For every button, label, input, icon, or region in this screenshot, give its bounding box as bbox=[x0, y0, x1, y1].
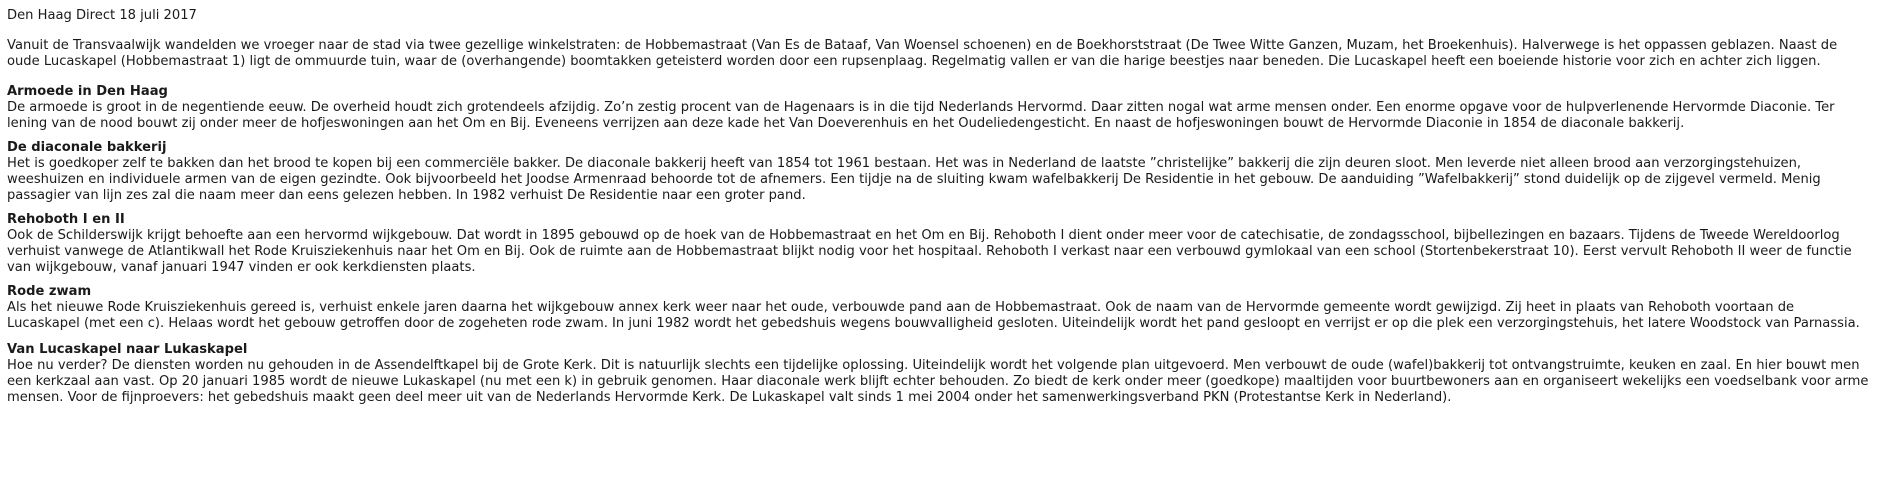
section-rode-zwam bbox=[7, 284, 1869, 332]
section-text: De armoede is groot in de negentiende eeuw. De overheid houdt zich grotendeels afzijdig. Zo’n zestig procent van de Hagenaars is in die tijd Nederlands Hervormd. Daar zitten nogal wat arme mensen onder. Een enorme opgave voor de hulpverlenende Hervormde Diaconie. Ter lening van de nood bouwt zij onder meer de hofjeswoningen aan het Om en Bij. Eveneens verrijzen aan deze kade het Van Doeverenhuis en het Oudeliedengesticht. En naast de hofjeswoningen bouwt de Hervormde Diaconie in 1854 de diaconale bakkerij. bbox=[7, 100, 1835, 131]
section-rehoboth bbox=[7, 212, 1869, 276]
section-heading: Rode zwam bbox=[7, 284, 92, 299]
section-heading: Rehoboth I en II bbox=[7, 212, 125, 227]
intro-text: Vanuit de Transvaalwijk wandelden we vroeger naar de stad via twee gezellige winkelstraten: de Hobbemastraat (Van Es de Bataaf, Van Woensel schoenen) en de Boekhorststraat (De Twee Witte Ganzen, Muzam, het Broekenhuis). Halverwege is het oppassen geblazen. Naast de oude Lucaskapel (Hobbemastraat 1) ligt de ommuurde tuin, waar de (overhangende) boomtakken geteisterd worden door een rupsenplaag. Regelmatig vallen er van die harige beestjes naar beneden. Die Lucaskapel heeft een boeiende historie voor zich en achter zich liggen. bbox=[7, 38, 1838, 69]
section-text: Het is goedkoper zelf te bakken dan het brood te kopen bij een commerciële bakker. De diaconale bakkerij heeft van 1854 tot 1961 bestaan. Het was in Nederland de laatste ”christelijke” bakkerij die zijn deuren sloot. Men leverde niet alleen brood aan verzorgingstehuizen, weeshuizen en individuele armen van de eigen gezindte. Ook bijvoorbeeld het Joodse Armenraad behoorde tot de afnemers. Een tijdje na de sluiting kwam wafelbakkerij De Residentie in het gebouw. De aanduiding ”Wafelbakkerij” stond duidelijk op de zijgevel vermeld. Menig passagier van lijn zes zal die naam meer dan eens gelezen hebben. In 1982 verhuist De Residentie naar een groter pand. bbox=[7, 156, 1821, 203]
article-title: Den Haag Direct 18 juli 2017 bbox=[7, 8, 197, 23]
section-text: Hoe nu verder? De diensten worden nu gehouden in de Assendelftkapel bij de Grote Kerk. Dit is natuurlijk slechts een tijdelijke oplossing. Uiteindelijk wordt het volgende plan uitgevoerd. Men verbouwt de oude (wafel)bakkerij tot ontvangstruimte, keuken en zaal. En hier bouwt men een kerkzaal aan vast. Op 20 januari 1985 wordt de nieuwe Lukaskapel (nu met een k) in gebruik genomen. Haar diaconale werk blijft echter behouden. Zo biedt de kerk onder meer (goedkope) maaltijden voor buurtbewoners aan en organiseert wekelijks een voedselbank voor arme mensen. Voor de fijnproevers: het gebedshuis maakt geen deel meer uit van de Nederlands Hervormde Kerk. De Lukaskapel valt sinds 1 mei 2004 onder het samenwerkingsverband PKN (Protestantse Kerk in Nederland). bbox=[7, 358, 1869, 405]
section-armoede bbox=[7, 84, 1869, 132]
section-text: Ook de Schilderswijk krijgt behoefte aan een hervormd wijkgebouw. Dat wordt in 1895 gebouwd op de hoek van de Hobbemastraat en het Om en Bij. Rehoboth I dient onder meer voor de catechisatie, de zondagsschool, bijbellezingen en bazaars. Tijdens de Tweede Wereldoorlog verhuist vanwege de Atlantikwall het Rode Kruisziekenhuis naar het Om en Bij. Ook de ruimte aan de Hobbemastraat blijkt nodig voor het hospitaal. Rehoboth I verkast naar een verbouwd gymlokaal van een school (Stortenbekerstraat 10). Eerst vervult Rehoboth II weer de functie van wijkgebouw, vanaf januari 1947 vinden er ook kerkdiensten plaats. bbox=[7, 228, 1852, 275]
section-bakkerij bbox=[7, 140, 1869, 204]
section-heading: Armoede in Den Haag bbox=[7, 84, 168, 99]
section-heading: Van Lucaskapel naar Lukaskapel bbox=[7, 342, 248, 357]
section-heading: De diaconale bakkerij bbox=[7, 140, 167, 155]
section-lukaskapel bbox=[7, 342, 1869, 406]
section-text: Als het nieuwe Rode Kruisziekenhuis gereed is, verhuist enkele jaren daarna het wijkgebouw annex kerk weer naar het oude, verbouwde pand aan de Hobbemastraat. Ook de naam van de Hervormde gemeente wordt gewijzigd. Zij heet in plaats van Rehoboth voortaan de Lucaskapel (met een c). Helaas wordt het gebouw getroffen door de zogeheten rode zwam. In juni 1982 wordt het gebedshuis wegens bouwvalligheid gesloten. Uiteindelijk wordt het pand gesloopt en verrijst er op die plek een verzorgingstehuis, het latere Woodstock van Parnassia. bbox=[7, 300, 1860, 331]
intro-paragraph bbox=[7, 38, 1869, 70]
